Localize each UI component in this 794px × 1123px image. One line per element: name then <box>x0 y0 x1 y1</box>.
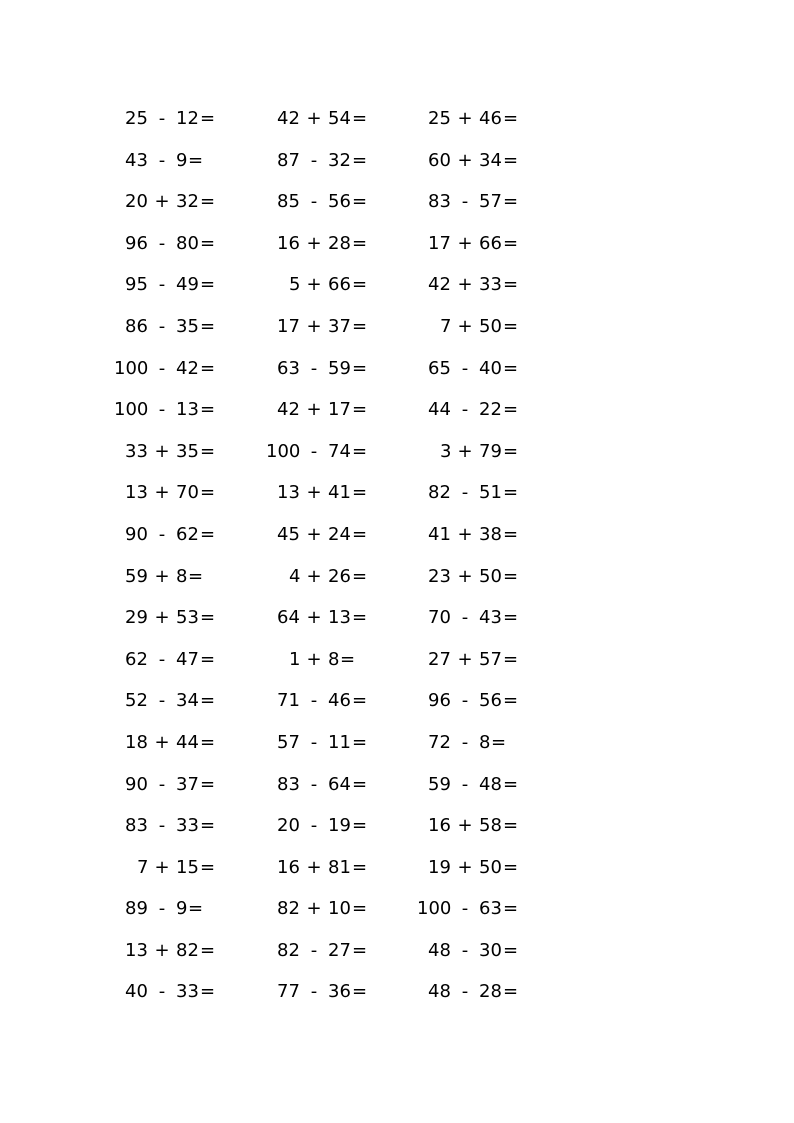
operator: + <box>306 856 322 878</box>
second-operand: 66 <box>328 274 351 296</box>
first-operand: 33 <box>125 440 148 462</box>
operator: + <box>306 482 322 504</box>
equals-sign: = <box>352 357 368 379</box>
math-problem <box>303 229 519 271</box>
operator: - <box>158 981 166 1003</box>
first-operand: 77 <box>277 981 300 1003</box>
math-problem <box>303 770 519 812</box>
math-problem <box>303 104 519 146</box>
math-problem <box>303 853 519 895</box>
equals-sign: = <box>200 731 216 753</box>
second-operand: 13 <box>328 607 351 629</box>
first-operand: 42 <box>428 274 451 296</box>
second-operand: 9 <box>176 149 188 171</box>
second-operand: 8 <box>328 648 340 670</box>
equals-sign: = <box>503 232 519 254</box>
operator: - <box>158 108 166 129</box>
second-operand: 32 <box>176 191 199 213</box>
operator: - <box>461 482 469 504</box>
first-operand: 96 <box>428 690 451 712</box>
second-operand: 33 <box>479 274 502 296</box>
second-operand: 58 <box>479 815 502 837</box>
second-operand: 41 <box>328 482 351 504</box>
operator: + <box>306 274 322 296</box>
first-operand: 44 <box>428 399 451 421</box>
second-operand: 19 <box>328 815 351 837</box>
operator: - <box>310 939 318 961</box>
second-operand: 63 <box>479 898 502 920</box>
equals-sign: = <box>503 856 519 878</box>
second-operand: 50 <box>479 856 502 878</box>
second-operand: 66 <box>479 232 502 254</box>
second-operand: 56 <box>328 191 351 213</box>
equals-sign: = <box>352 315 368 337</box>
second-operand: 54 <box>328 108 351 129</box>
second-operand: 13 <box>176 399 199 421</box>
operator: - <box>158 232 166 254</box>
math-problem <box>303 977 519 1019</box>
first-operand: 63 <box>277 357 300 379</box>
first-operand: 82 <box>428 482 451 504</box>
second-operand: 27 <box>328 939 351 961</box>
equals-sign: = <box>200 648 216 670</box>
equals-sign: = <box>200 274 216 296</box>
math-problem <box>303 686 519 728</box>
operator: + <box>306 399 322 421</box>
equals-sign: = <box>352 690 368 712</box>
equals-sign: = <box>503 939 519 961</box>
second-operand: 47 <box>176 648 199 670</box>
first-operand: 17 <box>428 232 451 254</box>
operator: - <box>310 815 318 837</box>
first-operand: 72 <box>428 731 451 753</box>
operator: + <box>306 898 322 920</box>
first-operand: 25 <box>428 108 451 129</box>
operator: + <box>306 607 322 629</box>
equals-sign: = <box>503 482 519 504</box>
second-operand: 64 <box>328 773 351 795</box>
first-operand: 16 <box>277 232 300 254</box>
second-operand: 35 <box>176 440 199 462</box>
math-problem <box>303 312 519 354</box>
math-problem <box>303 478 519 520</box>
first-operand: 7 <box>440 315 452 337</box>
operator: - <box>310 357 318 379</box>
operator: - <box>310 731 318 753</box>
second-operand: 48 <box>479 773 502 795</box>
first-operand: 13 <box>125 482 148 504</box>
equals-sign: = <box>491 731 507 753</box>
equals-sign: = <box>503 565 519 587</box>
math-problem <box>303 894 519 936</box>
operator: + <box>154 191 170 213</box>
equals-sign: = <box>200 981 216 1003</box>
operator: + <box>457 815 473 837</box>
first-operand: 48 <box>428 939 451 961</box>
first-operand: 89 <box>125 898 148 920</box>
first-operand: 100 <box>114 399 149 421</box>
second-operand: 34 <box>176 690 199 712</box>
second-operand: 37 <box>176 773 199 795</box>
operator: + <box>306 648 322 670</box>
first-operand: 20 <box>277 815 300 837</box>
first-operand: 64 <box>277 607 300 629</box>
second-operand: 70 <box>176 482 199 504</box>
second-operand: 62 <box>176 523 199 545</box>
second-operand: 26 <box>328 565 351 587</box>
second-operand: 59 <box>328 357 351 379</box>
equals-sign: = <box>352 149 368 171</box>
second-operand: 42 <box>176 357 199 379</box>
operator: + <box>154 565 170 587</box>
operator: - <box>158 274 166 296</box>
equals-sign: = <box>503 315 519 337</box>
equals-sign: = <box>503 191 519 213</box>
first-operand: 29 <box>125 607 148 629</box>
operator: - <box>158 815 166 837</box>
operator: - <box>461 731 469 753</box>
second-operand: 43 <box>479 607 502 629</box>
equals-sign: = <box>200 357 216 379</box>
first-operand: 100 <box>266 440 301 462</box>
math-problem <box>303 603 519 645</box>
equals-sign: = <box>503 399 519 421</box>
equals-sign: = <box>503 357 519 379</box>
equals-sign: = <box>352 399 368 421</box>
operator: + <box>457 108 473 129</box>
first-operand: 90 <box>125 773 148 795</box>
first-operand: 95 <box>125 274 148 296</box>
equals-sign: = <box>352 731 368 753</box>
second-operand: 38 <box>479 523 502 545</box>
equals-sign: = <box>200 856 216 878</box>
first-operand: 43 <box>125 149 148 171</box>
equals-sign: = <box>503 648 519 670</box>
equals-sign: = <box>352 773 368 795</box>
math-problem <box>303 146 519 188</box>
operator: - <box>158 149 166 171</box>
math-problem <box>303 520 519 562</box>
operator: - <box>461 898 469 920</box>
math-problem <box>303 395 519 437</box>
first-operand: 100 <box>114 357 149 379</box>
equals-sign: = <box>352 482 368 504</box>
operator: - <box>158 315 166 337</box>
operator: - <box>158 648 166 670</box>
second-operand: 46 <box>328 690 351 712</box>
equals-sign: = <box>200 440 216 462</box>
equals-sign: = <box>503 274 519 296</box>
equals-sign: = <box>352 939 368 961</box>
second-operand: 33 <box>176 981 199 1003</box>
equals-sign: = <box>188 149 204 171</box>
first-operand: 57 <box>277 731 300 753</box>
equals-sign: = <box>503 690 519 712</box>
operator: + <box>154 856 170 878</box>
second-operand: 17 <box>328 399 351 421</box>
first-operand: 41 <box>428 523 451 545</box>
second-operand: 8 <box>479 731 491 753</box>
second-operand: 10 <box>328 898 351 920</box>
operator: + <box>457 149 473 171</box>
operator: + <box>457 856 473 878</box>
first-operand: 90 <box>125 523 148 545</box>
operator: - <box>158 357 166 379</box>
equals-sign: = <box>503 898 519 920</box>
second-operand: 57 <box>479 648 502 670</box>
math-problem <box>303 187 519 229</box>
equals-sign: = <box>188 898 204 920</box>
operator: + <box>154 440 170 462</box>
operator: + <box>306 565 322 587</box>
equals-sign: = <box>200 399 216 421</box>
second-operand: 53 <box>176 607 199 629</box>
operator: - <box>158 898 166 920</box>
first-operand: 27 <box>428 648 451 670</box>
operator: + <box>306 315 322 337</box>
second-operand: 35 <box>176 315 199 337</box>
first-operand: 52 <box>125 690 148 712</box>
operator: + <box>306 523 322 545</box>
equals-sign: = <box>352 981 368 1003</box>
second-operand: 32 <box>328 149 351 171</box>
operator: - <box>310 149 318 171</box>
operator: - <box>461 607 469 629</box>
first-operand: 42 <box>277 399 300 421</box>
first-operand: 71 <box>277 690 300 712</box>
equals-sign: = <box>200 232 216 254</box>
second-operand: 28 <box>479 981 502 1003</box>
second-operand: 40 <box>479 357 502 379</box>
equals-sign: = <box>200 815 216 837</box>
second-operand: 44 <box>176 731 199 753</box>
equals-sign: = <box>200 315 216 337</box>
second-operand: 8 <box>176 565 188 587</box>
equals-sign: = <box>200 607 216 629</box>
second-operand: 12 <box>176 108 199 129</box>
first-operand: 13 <box>277 482 300 504</box>
first-operand: 18 <box>125 731 148 753</box>
math-problem <box>303 645 519 687</box>
operator: - <box>158 690 166 712</box>
operator: - <box>310 690 318 712</box>
first-operand: 62 <box>125 648 148 670</box>
equals-sign: = <box>352 565 368 587</box>
math-problem <box>303 354 519 396</box>
operator: - <box>461 939 469 961</box>
first-operand: 83 <box>277 773 300 795</box>
second-operand: 56 <box>479 690 502 712</box>
equals-sign: = <box>352 232 368 254</box>
equals-sign: = <box>352 815 368 837</box>
first-operand: 19 <box>428 856 451 878</box>
equals-sign: = <box>352 856 368 878</box>
operator: + <box>154 731 170 753</box>
equals-sign: = <box>352 191 368 213</box>
first-operand: 1 <box>289 648 301 670</box>
first-operand: 5 <box>289 274 301 296</box>
operator: + <box>457 565 473 587</box>
second-operand: 81 <box>328 856 351 878</box>
second-operand: 30 <box>479 939 502 961</box>
operator: - <box>310 773 318 795</box>
math-problem <box>303 562 519 604</box>
first-operand: 82 <box>277 898 300 920</box>
first-operand: 25 <box>125 108 148 129</box>
operator: + <box>457 523 473 545</box>
first-operand: 13 <box>125 939 148 961</box>
equals-sign: = <box>188 565 204 587</box>
first-operand: 48 <box>428 981 451 1003</box>
second-operand: 51 <box>479 482 502 504</box>
second-operand: 50 <box>479 565 502 587</box>
operator: + <box>154 607 170 629</box>
first-operand: 40 <box>125 981 148 1003</box>
first-operand: 3 <box>440 440 452 462</box>
second-operand: 80 <box>176 232 199 254</box>
operator: - <box>461 191 469 213</box>
problem-column-3 <box>303 104 519 1019</box>
operator: + <box>154 939 170 961</box>
math-problem <box>303 437 519 479</box>
equals-sign: = <box>200 523 216 545</box>
first-operand: 83 <box>428 191 451 213</box>
first-operand: 17 <box>277 315 300 337</box>
equals-sign: = <box>352 898 368 920</box>
operator: + <box>457 232 473 254</box>
math-problem <box>303 811 519 853</box>
equals-sign: = <box>503 440 519 462</box>
second-operand: 79 <box>479 440 502 462</box>
first-operand: 85 <box>277 191 300 213</box>
equals-sign: = <box>352 607 368 629</box>
second-operand: 33 <box>176 815 199 837</box>
second-operand: 22 <box>479 399 502 421</box>
operator: - <box>461 981 469 1003</box>
operator: - <box>158 773 166 795</box>
first-operand: 59 <box>428 773 451 795</box>
equals-sign: = <box>503 981 519 1003</box>
second-operand: 11 <box>328 731 351 753</box>
operator: + <box>457 274 473 296</box>
first-operand: 4 <box>289 565 301 587</box>
equals-sign: = <box>352 440 368 462</box>
math-problem <box>303 270 519 312</box>
operator: + <box>154 482 170 504</box>
first-operand: 70 <box>428 607 451 629</box>
operator: - <box>461 690 469 712</box>
first-operand: 59 <box>125 565 148 587</box>
first-operand: 60 <box>428 149 451 171</box>
equals-sign: = <box>200 773 216 795</box>
equals-sign: = <box>503 108 519 129</box>
second-operand: 74 <box>328 440 351 462</box>
first-operand: 23 <box>428 565 451 587</box>
equals-sign: = <box>352 274 368 296</box>
equals-sign: = <box>503 607 519 629</box>
first-operand: 20 <box>125 191 148 213</box>
equals-sign: = <box>503 773 519 795</box>
first-operand: 16 <box>428 815 451 837</box>
operator: - <box>461 773 469 795</box>
operator: - <box>310 981 318 1003</box>
second-operand: 36 <box>328 981 351 1003</box>
equals-sign: = <box>503 149 519 171</box>
equals-sign: = <box>352 523 368 545</box>
second-operand: 15 <box>176 856 199 878</box>
operator: + <box>457 315 473 337</box>
operator: - <box>310 191 318 213</box>
second-operand: 28 <box>328 232 351 254</box>
first-operand: 7 <box>137 856 149 878</box>
second-operand: 9 <box>176 898 188 920</box>
first-operand: 87 <box>277 149 300 171</box>
second-operand: 34 <box>479 149 502 171</box>
second-operand: 57 <box>479 191 502 213</box>
first-operand: 65 <box>428 357 451 379</box>
operator: - <box>461 357 469 379</box>
equals-sign: = <box>200 690 216 712</box>
second-operand: 24 <box>328 523 351 545</box>
equals-sign: = <box>503 815 519 837</box>
operator: + <box>306 108 322 129</box>
second-operand: 82 <box>176 939 199 961</box>
equals-sign: = <box>503 523 519 545</box>
operator: + <box>306 232 322 254</box>
operator: + <box>457 648 473 670</box>
math-problem <box>303 936 519 978</box>
first-operand: 100 <box>417 898 452 920</box>
operator: + <box>457 440 473 462</box>
first-operand: 42 <box>277 108 300 129</box>
operator: - <box>461 399 469 421</box>
equals-sign: = <box>340 648 356 670</box>
equals-sign: = <box>352 108 368 129</box>
first-operand: 83 <box>125 815 148 837</box>
operator: - <box>158 523 166 545</box>
first-operand: 16 <box>277 856 300 878</box>
first-operand: 82 <box>277 939 300 961</box>
operator: - <box>310 440 318 462</box>
equals-sign: = <box>200 191 216 213</box>
equals-sign: = <box>200 939 216 961</box>
second-operand: 49 <box>176 274 199 296</box>
first-operand: 86 <box>125 315 148 337</box>
math-problem <box>303 728 507 770</box>
second-operand: 46 <box>479 108 502 129</box>
first-operand: 96 <box>125 232 148 254</box>
equals-sign: = <box>200 482 216 504</box>
operator: - <box>158 399 166 421</box>
equals-sign: = <box>200 108 216 129</box>
second-operand: 37 <box>328 315 351 337</box>
first-operand: 45 <box>277 523 300 545</box>
second-operand: 50 <box>479 315 502 337</box>
